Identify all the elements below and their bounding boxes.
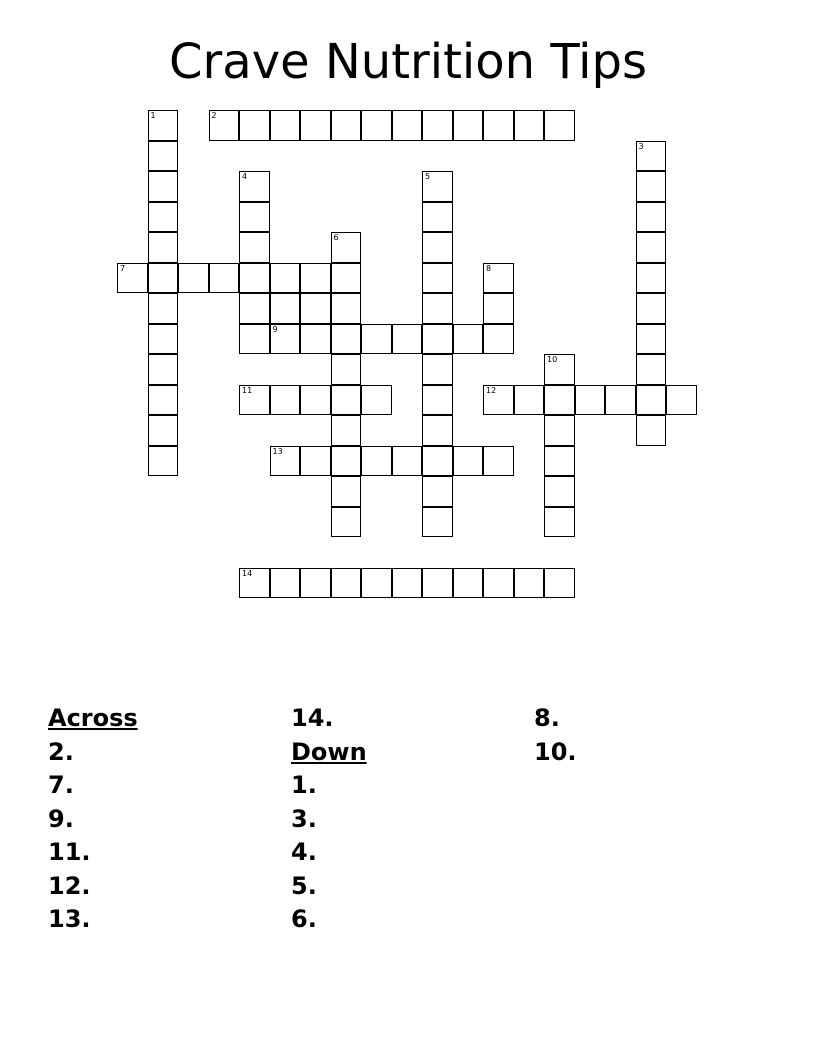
crossword-cell[interactable] [239, 293, 270, 324]
crossword-cell[interactable] [331, 293, 362, 324]
crossword-cell[interactable] [544, 110, 575, 141]
crossword-cell[interactable] [544, 507, 575, 538]
crossword-cell[interactable] [453, 324, 484, 355]
clue-number: 10 [547, 355, 558, 364]
crossword-cell[interactable] [483, 110, 514, 141]
crossword-cell[interactable] [422, 446, 453, 477]
crossword-cell[interactable] [148, 171, 179, 202]
crossword-cell[interactable] [331, 354, 362, 385]
crossword-cell[interactable] [575, 385, 606, 416]
clue-number: 13 [272, 446, 283, 456]
crossword-cell[interactable] [331, 568, 362, 599]
crossword-cell[interactable] [300, 568, 331, 599]
crossword-cell[interactable] [270, 568, 301, 599]
crossword-cell[interactable] [270, 110, 301, 141]
crossword-cell[interactable] [422, 507, 453, 538]
clue-entry: 2. [48, 737, 74, 766]
crossword-cell[interactable] [544, 568, 575, 599]
crossword-cell[interactable] [453, 568, 484, 599]
crossword-cell[interactable] [636, 232, 667, 263]
crossword-cell[interactable] [148, 446, 179, 477]
crossword-cell[interactable] [422, 476, 453, 507]
crossword-grid [117, 110, 699, 600]
clue-entry: 12. [48, 871, 91, 900]
clue-entry: 14. [291, 704, 334, 732]
clue-number: 11 [242, 385, 253, 395]
crossword-cell[interactable] [331, 415, 362, 446]
crossword-cell[interactable] [239, 263, 270, 294]
crossword-cell[interactable] [422, 385, 453, 416]
crossword-cell[interactable] [453, 110, 484, 141]
clue-entry: 3. [291, 804, 317, 833]
crossword-cell[interactable] [300, 110, 331, 141]
crossword-cell[interactable] [483, 263, 514, 294]
clue-number: 5 [425, 172, 431, 181]
crossword-cell[interactable] [422, 568, 453, 599]
clue-heading: Down [291, 737, 367, 766]
clue-number: 6 [333, 233, 339, 242]
crossword-cell[interactable] [331, 263, 362, 294]
crossword-cell[interactable] [605, 385, 636, 416]
crossword-cell[interactable] [331, 324, 362, 355]
clue-number: 2 [211, 111, 217, 120]
crossword-cell[interactable] [117, 263, 148, 294]
crossword-cell[interactable] [148, 263, 179, 294]
clue-entry: 5. [291, 871, 317, 900]
crossword-cell[interactable] [209, 263, 240, 294]
clue-entry: 6. [291, 905, 317, 933]
crossword-cell[interactable] [422, 415, 453, 446]
crossword-cell[interactable] [636, 202, 667, 233]
page-title: Crave Nutrition Tips [169, 34, 647, 90]
crossword-cell[interactable] [392, 446, 423, 477]
crossword-cell[interactable] [422, 324, 453, 355]
crossword-cell[interactable] [514, 568, 545, 599]
clue-heading: Across [48, 704, 138, 732]
crossword-cell[interactable] [331, 446, 362, 477]
clue-number: 7 [120, 263, 126, 273]
crossword-cell[interactable] [239, 385, 270, 416]
crossword-cell[interactable] [422, 202, 453, 233]
crossword-cell[interactable] [422, 263, 453, 294]
crossword-cell[interactable] [483, 293, 514, 324]
crossword-cell[interactable] [148, 202, 179, 233]
clue-entry: 8. [534, 704, 560, 732]
crossword-cell[interactable] [422, 110, 453, 141]
crossword-cell[interactable] [392, 568, 423, 599]
crossword-cell[interactable] [361, 324, 392, 355]
crossword-cell[interactable] [148, 110, 179, 141]
crossword-cell[interactable] [636, 263, 667, 294]
crossword-cell[interactable] [331, 476, 362, 507]
clue-entry: 9. [48, 804, 74, 833]
clue-number: 14 [242, 568, 253, 578]
crossword-cell[interactable] [636, 354, 667, 385]
crossword-cell[interactable] [300, 324, 331, 355]
crossword-cell[interactable] [331, 507, 362, 538]
crossword-cell[interactable] [331, 232, 362, 263]
crossword-cell[interactable] [361, 385, 392, 416]
crossword-cell[interactable] [666, 385, 697, 416]
crossword-cell[interactable] [636, 324, 667, 355]
crossword-cell[interactable] [392, 324, 423, 355]
crossword-cell[interactable] [422, 232, 453, 263]
clue-entry: 7. [48, 771, 74, 799]
crossword-cell[interactable] [270, 263, 301, 294]
crossword-cell[interactable] [361, 568, 392, 599]
crossword-cell[interactable] [148, 385, 179, 416]
crossword-cell[interactable] [239, 202, 270, 233]
crossword-cell[interactable] [148, 415, 179, 446]
clue-number: 9 [272, 324, 278, 334]
crossword-cell[interactable] [636, 293, 667, 324]
crossword-cell[interactable] [514, 110, 545, 141]
crossword-cell[interactable] [300, 263, 331, 294]
crossword-cell[interactable] [148, 141, 179, 172]
crossword-cell[interactable] [239, 568, 270, 599]
crossword-cell[interactable] [636, 171, 667, 202]
clue-column [291, 702, 367, 937]
crossword-cell[interactable] [636, 141, 667, 172]
crossword-cell[interactable] [544, 385, 575, 416]
clue-entry: 4. [291, 838, 317, 866]
crossword-cell[interactable] [422, 171, 453, 202]
clue-number: 3 [638, 141, 644, 151]
crossword-cell[interactable] [483, 385, 514, 416]
clue-column [534, 702, 577, 769]
crossword-cell[interactable] [239, 232, 270, 263]
crossword-cell[interactable] [636, 385, 667, 416]
crossword-cell[interactable] [544, 446, 575, 477]
clue-number: 4 [242, 172, 248, 181]
crossword-cell[interactable] [361, 110, 392, 141]
crossword-cell[interactable] [422, 293, 453, 324]
crossword-cell[interactable] [361, 446, 392, 477]
crossword-cell[interactable] [514, 385, 545, 416]
clue-number: 8 [486, 263, 492, 273]
crossword-cell[interactable] [270, 293, 301, 324]
crossword-cell[interactable] [209, 110, 240, 141]
crossword-cell[interactable] [239, 324, 270, 355]
crossword-cell[interactable] [300, 293, 331, 324]
crossword-cell[interactable] [148, 354, 179, 385]
crossword-cell[interactable] [483, 446, 514, 477]
crossword-cell[interactable] [331, 110, 362, 141]
clue-entry: 1. [291, 771, 317, 799]
crossword-cell[interactable] [544, 415, 575, 446]
clue-entry: 13. [48, 905, 91, 933]
crossword-cell[interactable] [270, 446, 301, 477]
crossword-cell[interactable] [239, 110, 270, 141]
clue-column [48, 702, 138, 937]
clue-number: 1 [150, 111, 156, 120]
clue-entry: 11. [48, 838, 91, 866]
crossword-cell[interactable] [392, 110, 423, 141]
crossword-cell[interactable] [331, 385, 362, 416]
clue-number: 12 [486, 385, 497, 395]
crossword-cell[interactable] [544, 354, 575, 385]
crossword-cell[interactable] [300, 446, 331, 477]
crossword-cell[interactable] [483, 324, 514, 355]
crossword-cell[interactable] [148, 293, 179, 324]
crossword-cell[interactable] [636, 415, 667, 446]
crossword-cell[interactable] [148, 324, 179, 355]
crossword-cell[interactable] [178, 263, 209, 294]
crossword-cell[interactable] [239, 171, 270, 202]
crossword-cell[interactable] [453, 446, 484, 477]
crossword-cell[interactable] [544, 476, 575, 507]
crossword-cell[interactable] [148, 232, 179, 263]
crossword-cell[interactable] [483, 568, 514, 599]
crossword-cell[interactable] [270, 324, 301, 355]
crossword-cell[interactable] [300, 385, 331, 416]
clue-entry: 10. [534, 737, 577, 766]
crossword-cell[interactable] [422, 354, 453, 385]
crossword-cell[interactable] [270, 385, 301, 416]
